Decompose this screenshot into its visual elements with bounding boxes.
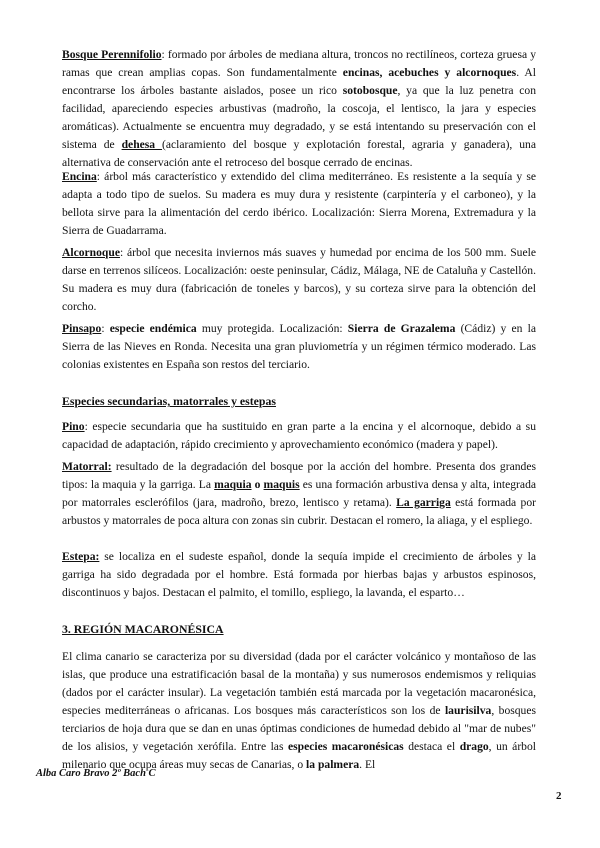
- bold-text: sotobosque: [342, 84, 398, 97]
- text: , ya que la luz penetra con facilidad, apareciendo especies arbustivas (madroño, la coscoja, el lentisco, la jara y especies aromáticas). Actualmente se encuentra muy degradado, y se está intentando su preservación con el sistema de: [62, 84, 536, 151]
- text: resultado de la degradación del bosque por la acción del hombre. Presenta dos grandes tipos: la maquia y la garriga. La: [62, 460, 536, 491]
- text: :: [101, 322, 110, 335]
- bold-text: o: [251, 478, 264, 491]
- text: : especie secundaria que ha sustituido en gran parte a la encina y el alcornoque, debido a su capacidad de adaptación, rápido crecimiento y aprovechamiento económico (madera y papel).: [62, 420, 536, 451]
- text: se localiza en el sudeste español, donde la sequía impide el crecimiento de árboles y la garriga ha sido degradada por el hombre. Está formada por hierbas bajas y arbustos espinosos, discontinuos y bajos. Destacan el palmito, el tomillo, espliego, la lavanda, el esparto…: [62, 550, 536, 599]
- paragraph-alcornoque: [62, 244, 536, 316]
- term-pinsapo: Pinsapo: [62, 322, 102, 335]
- term-bosque-perennifolio: Bosque Perennifolio: [62, 48, 162, 61]
- paragraph-matorral: [62, 458, 536, 530]
- text: (aclaramiento del bosque y explotación forestal, agraria y ganadera), una alternativa de conservación ante el retroceso del bosque cerrado de encinas.: [62, 138, 536, 169]
- footer-author: Alba Caro Bravo 2º Bach C: [36, 768, 156, 779]
- text: . El: [359, 758, 376, 771]
- underlined-term: La garriga: [396, 496, 451, 509]
- heading-especies-secundarias: Especies secundarias, matorrales y estepas: [62, 394, 276, 408]
- heading-region-macaronesica: 3. REGIÓN MACARONÉSICA: [62, 622, 224, 636]
- term-alcornoque: Alcornoque: [62, 246, 120, 259]
- term-encina: Encina: [62, 170, 97, 183]
- text: : árbol más característico y extendido del clima mediterráneo. Es resistente a la sequía y se adapta a todo tipo de suelos. Su madera es muy dura y resistente (carpintería y el carboneo), y la bellota sirve para la alimentación del cerdo ibérico. Localización: Sierra Morena, Extremadura y la Sierra de Guadarrama.: [62, 170, 536, 237]
- underlined-term: maquia: [214, 478, 252, 491]
- text: . Al encontrarse los árboles bastante aislados, posee un rico: [62, 66, 536, 97]
- paragraph-pino: [62, 418, 536, 454]
- text: muy protegida. Localización:: [196, 322, 348, 335]
- text: , bosques terciarios de hoja dura que se dan en unas óptimas condiciones de humedad debido al "mar de nubes" de los alisios, y vegetación xerófila. Entre las: [62, 704, 537, 753]
- paragraph-estepa: [62, 548, 536, 602]
- text: : árbol que necesita inviernos más suaves y humedad por encima de los 500 mm. Suele darse en terrenos silíceos. Localización: oeste peninsular, Cádiz, Málaga, NE de Cataluña y Castellón. Su madera es muy dura (fabricación de toneles y barcos), y su corteza sirve para la obtención del corcho.: [62, 246, 536, 313]
- bold-text: especie endémica: [109, 322, 197, 335]
- page-number: 2: [556, 790, 562, 802]
- bold-text: Sierra de Grazalema: [347, 322, 456, 335]
- paragraph-bosque-perennifolio: [62, 46, 536, 172]
- text: El clima canario se caracteriza por su diversidad (dada por el carácter volcánico y montañoso de las islas, que produce una estratificación basal de la montaña) y sus numerosos endemismos y reliquias (dados por el carácter insular). La vegetación también está marcada por la vegetación macaronésica, especies mediterráneas o africanas. Los bosques más característicos son los de: [62, 650, 536, 717]
- text: , un árbol milenario que ocupa áreas muy secas de Canarias, o: [62, 740, 536, 771]
- paragraph-region-macaronesica: [62, 648, 536, 774]
- paragraph-pinsapo: [62, 320, 536, 374]
- bold-text: laurisilva: [444, 704, 492, 717]
- text: destaca el: [403, 740, 460, 753]
- text: (Cádiz) y en la Sierra de las Nieves en Ronda. Necesita una gran pluviometría y un régimen térmico moderado. Las colonias existentes en España son restos del terciario.: [62, 322, 536, 371]
- term-pino: Pino: [62, 420, 85, 433]
- term-matorral: Matorral:: [62, 460, 112, 473]
- underlined-term: dehesa: [121, 138, 163, 151]
- text: : formado por árboles de mediana altura, troncos no rectilíneos, corteza gruesa y ramas que crean amplias copas. Son fundamentalmente: [62, 48, 536, 79]
- bold-text: encinas, acebuches y alcornoques: [342, 66, 517, 79]
- underlined-term: maquis: [263, 478, 300, 491]
- bold-text: especies macaronésicas: [287, 740, 404, 753]
- text: es una formación arbustiva densa y alta, integrada por matorrales esclerófilos (jara, madroño, brezo, lentisco y retama).: [62, 478, 537, 509]
- text: está formada por arbustos y matorrales de poca altura con zonas sin cubrir. Destacan el romero, la aliaga, y el espliego.: [62, 496, 536, 527]
- paragraph-encina: [62, 168, 536, 240]
- bold-text: drago: [459, 740, 489, 753]
- bold-text: la palmera: [306, 758, 360, 771]
- term-estepa: Estepa:: [62, 550, 100, 563]
